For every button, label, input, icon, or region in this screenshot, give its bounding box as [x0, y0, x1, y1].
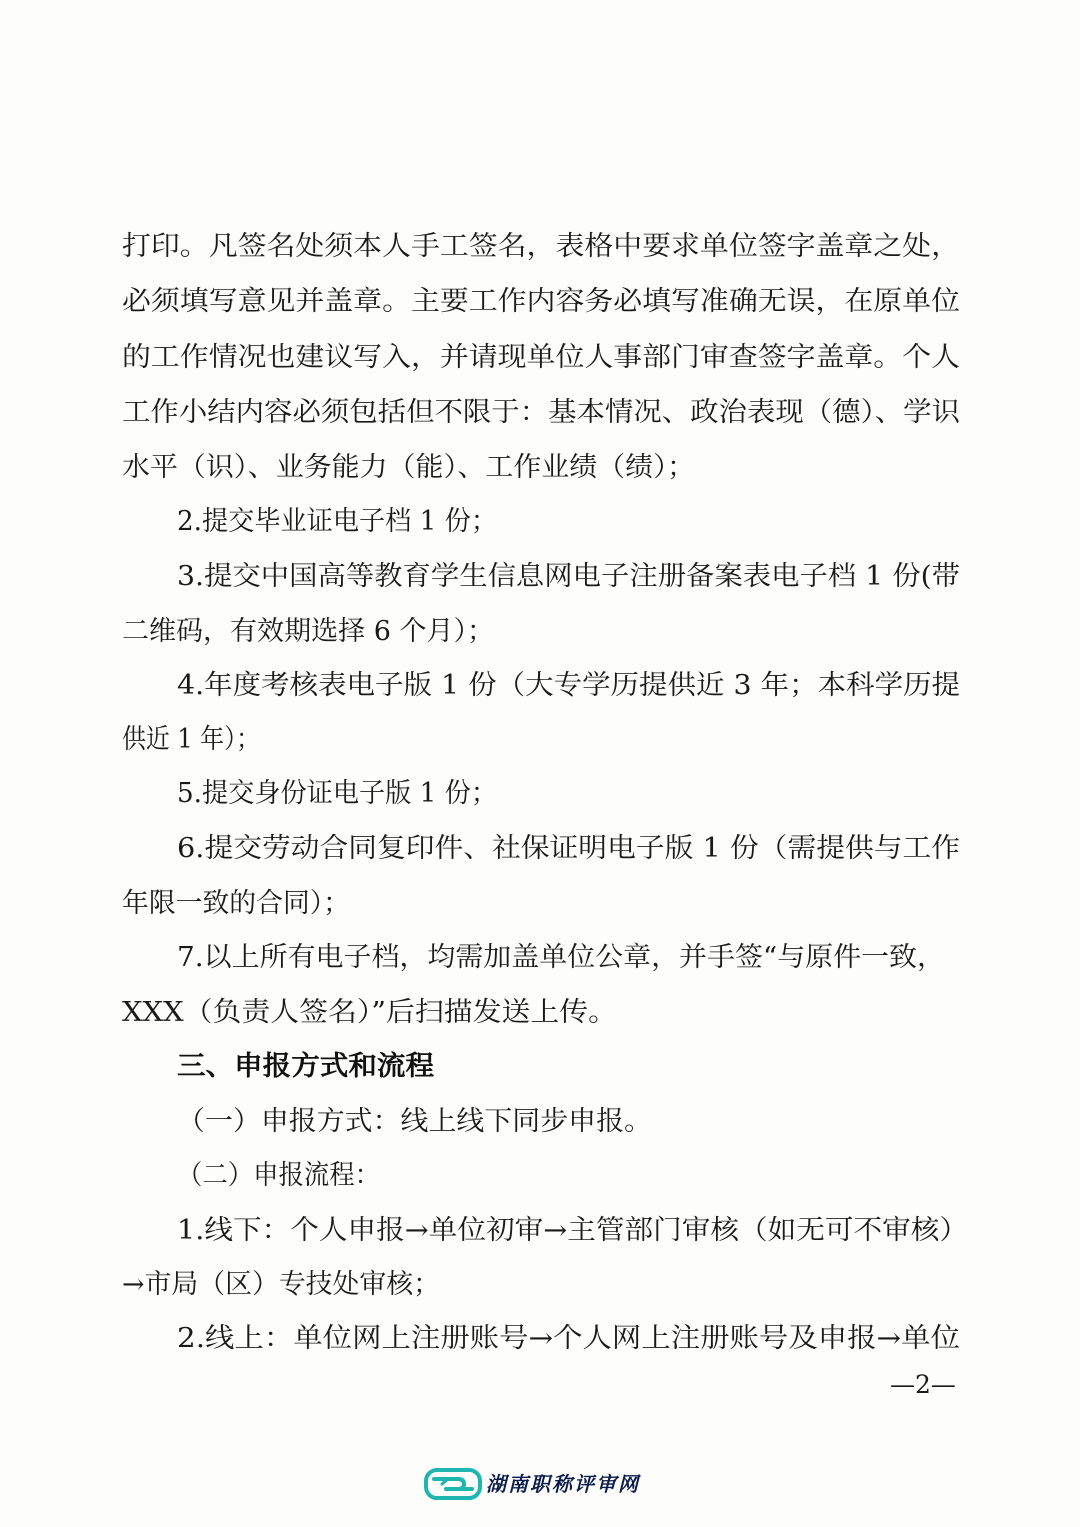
list-item-3: 3.提交中国高等教育学生信息网电子注册备案表电子档 1 份(带: [177, 561, 961, 592]
list-item-6: 6.提交劳动合同复印件、社保证明电子版 1 份（需提供与工作: [177, 833, 960, 864]
list-item-4-cont: 供近 1 年）；: [122, 724, 260, 755]
paragraph-line: 水平（识）、业务能力（能）、工作业绩（绩）；: [122, 452, 695, 483]
process-offline: 1.线下：个人申报→单位初审→主管部门审核（如无可不审核）: [177, 1215, 968, 1246]
paragraph-line: 必须填写意见并盖章。主要工作内容务必填写准确无误，在原单位: [122, 286, 960, 317]
list-item-6-cont: 年限一致的合同）；: [122, 888, 350, 919]
process-online: 2.线上：单位网上注册账号→个人网上注册账号及申报→单位: [177, 1323, 961, 1354]
list-item-7-cont: XXX（负责人签名）”后扫描发送上传。: [122, 997, 617, 1028]
list-item-3-cont: 二维码，有效期选择 6 个月）；: [122, 616, 494, 647]
process-offline-cont: →市局（区）专技处审核；: [122, 1269, 440, 1300]
paragraph-line: 打印。凡签名处须本人手工签名，表格中要求单位签字盖章之处，: [122, 231, 960, 262]
paragraph-line: 工作小结内容必须包括但不限于：基本情况、政治表现（德）、学识: [122, 397, 960, 428]
site-watermark: [424, 1464, 664, 1504]
list-item-2: 2.提交毕业证电子档 1 份；: [177, 506, 497, 537]
site-logo-icon: [424, 1468, 482, 1500]
subsection-method: （一）申报方式：线上线下同步申报。: [177, 1106, 652, 1137]
page-number: —2—: [890, 1370, 956, 1399]
list-item-4: 4.年度考核表电子版 1 份（大专学历提供近 3 年；本科学历提: [177, 670, 960, 701]
section-heading: 三、申报方式和流程: [177, 1051, 434, 1082]
paragraph-line: 的工作情况也建议写入，并请现单位人事部门审查签字盖章。个人: [122, 342, 960, 373]
subsection-process: （二）申报流程：: [177, 1160, 380, 1191]
watermark-text: 湖南职称评审网: [486, 1472, 640, 1496]
list-item-5: 5.提交身份证电子版 1 份；: [177, 778, 497, 809]
list-item-7: 7.以上所有电子档，均需加盖单位公章，并手签“与原件一致，: [177, 942, 945, 973]
